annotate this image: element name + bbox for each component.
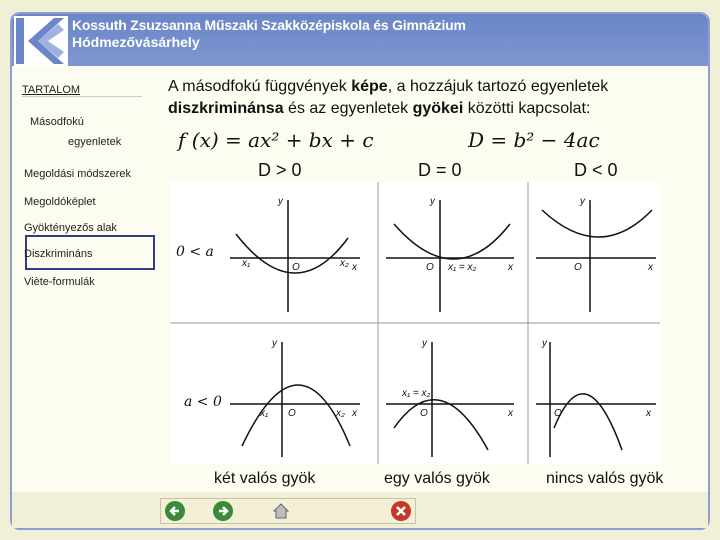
svg-text:O: O — [426, 262, 434, 273]
formula-d: D = b² − 4ac — [468, 128, 600, 152]
svg-text:O: O — [420, 408, 428, 419]
navigation-bar — [160, 498, 416, 524]
row-label-positive-a: 0 < a — [176, 244, 214, 260]
title-text-1: A másodfokú függvények — [168, 78, 352, 95]
page-title — [168, 76, 708, 120]
title-text-2: , a hozzájuk tartozó egyenletek — [387, 78, 609, 95]
sidebar-divider — [22, 96, 142, 97]
svg-text:x: x — [508, 408, 513, 419]
svg-text:O: O — [292, 262, 300, 273]
svg-text:y: y — [422, 338, 427, 349]
sidebar-item-masodfoku[interactable]: Másodfokú — [30, 116, 84, 128]
sidebar-item-diszkriminans[interactable]: Diszkrimináns — [24, 248, 93, 260]
svg-text:O: O — [554, 408, 562, 419]
svg-text:y: y — [430, 196, 435, 207]
svg-text:x₂: x₂ — [340, 258, 349, 269]
title-bold-2: diszkriminánsa — [168, 100, 284, 117]
caption-no-roots: nincs valós gyök — [546, 470, 664, 487]
sidebar-item-megoldokeplet[interactable]: Megoldóképlet — [24, 196, 96, 208]
sidebar-title-link[interactable]: TARTALOM — [22, 84, 81, 96]
svg-text:x: x — [646, 408, 651, 419]
row-label-negative-a: a < 0 — [184, 394, 222, 410]
sidebar-item-viete-formulak[interactable]: Viète-formulák — [24, 276, 95, 288]
svg-text:x₁ = x₂: x₁ = x₂ — [448, 262, 477, 273]
svg-text:y: y — [272, 338, 277, 349]
school-city: Hódmezővásárhely — [72, 34, 200, 50]
sidebar-item-megoldasi-modszerek[interactable]: Megoldási módszerek — [24, 168, 131, 180]
svg-text:x: x — [352, 408, 357, 419]
svg-text:O: O — [574, 262, 582, 273]
logo-k-icon — [14, 16, 68, 66]
svg-text:x: x — [508, 262, 513, 273]
header-d-zero: D = 0 — [418, 160, 462, 180]
sidebar-item-gyoktenyezos-alak[interactable]: Gyöktényezős alak — [24, 222, 117, 234]
parabola-figure — [170, 182, 660, 464]
forward-icon[interactable] — [213, 501, 233, 521]
school-name: Kossuth Zsuzsanna Műszaki Szakközépiskola és Gimnázium — [72, 17, 466, 33]
title-text-4: közötti kapcsolat: — [463, 100, 591, 117]
svg-text:x: x — [648, 262, 653, 273]
back-icon[interactable] — [165, 501, 185, 521]
formula-f: f (x) = ax² + bx + c — [178, 128, 374, 152]
title-bold-3: gyökei — [412, 100, 464, 117]
svg-text:x₂: x₂ — [336, 408, 345, 419]
sidebar-item-egyenletek[interactable]: egyenletek — [68, 136, 122, 148]
svg-text:y: y — [542, 338, 547, 349]
svg-text:x: x — [352, 262, 357, 273]
header-d-positive: D > 0 — [258, 160, 302, 180]
title-bold-1: képe — [351, 78, 388, 95]
svg-text:O: O — [288, 408, 296, 419]
caption-two-roots: két valós gyök — [214, 470, 316, 487]
close-icon[interactable] — [391, 501, 411, 521]
svg-text:y: y — [278, 196, 283, 207]
caption-one-root: egy valós gyök — [384, 470, 490, 487]
parabola-grid-svg — [170, 182, 660, 464]
header-d-negative: D < 0 — [574, 160, 618, 180]
svg-text:x₁: x₁ — [260, 408, 269, 419]
home-icon[interactable] — [271, 501, 291, 521]
svg-text:x₁ = x₂: x₁ = x₂ — [402, 388, 431, 399]
svg-text:x₁: x₁ — [242, 258, 251, 269]
svg-text:y: y — [580, 196, 585, 207]
title-text-3: és az egyenletek — [283, 100, 413, 117]
